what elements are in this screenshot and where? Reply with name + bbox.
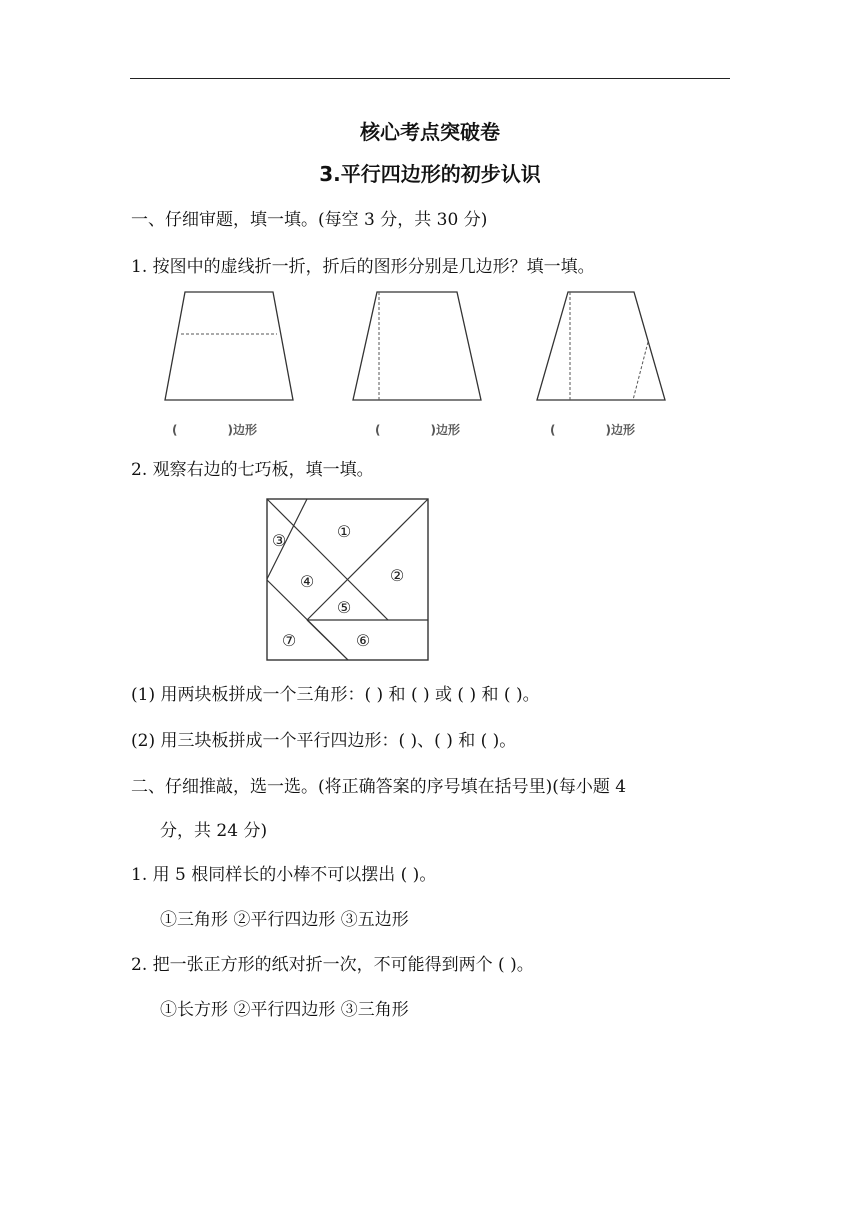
tangram-label-4: ④ (299, 572, 315, 591)
caption-close: )边形 (430, 423, 460, 437)
trapezoid-figure-2 (352, 292, 482, 402)
caption-open: ( (550, 423, 556, 437)
tangram-label-6: ⑥ (355, 631, 371, 650)
trapezoid-figure-1 (164, 292, 294, 402)
section2-heading-line2: 分，共 24 分) (160, 821, 268, 841)
tangram-label-5: ⑤ (336, 598, 352, 617)
s1-q2-text: 2. 观察右边的七巧板，填一填。 (131, 460, 374, 480)
figure-2-caption (375, 421, 460, 438)
s1-q2-sub2: (2) 用三块板拼成一个平行四边形：( )、( ) 和 ( )。 (131, 731, 517, 751)
tangram-label-3: ③ (271, 531, 287, 550)
trapezoid-figure-3 (536, 292, 666, 402)
s2-q2-options: ①长方形 ②平行四边形 ③三角形 (160, 1000, 409, 1020)
section2-heading-line1: 二、仔细推敲，选一选。(将正确答案的序号填在括号里)(每小题 4 (131, 777, 627, 797)
top-rule (130, 78, 730, 79)
figure-3-caption (550, 421, 635, 438)
tangram-label-2: ② (389, 566, 405, 585)
tangram-figure (266, 498, 429, 661)
tangram-label-1: ① (336, 522, 352, 541)
page-title: 核心考点突破卷 (360, 120, 500, 144)
s1-q2-sub1: (1) 用两块板拼成一个三角形：( ) 和 ( ) 或 ( ) 和 ( )。 (131, 685, 540, 705)
caption-open: ( (172, 423, 178, 437)
s2-q2-text: 2. 把一张正方形的纸对折一次，不可能得到两个 ( )。 (131, 955, 534, 975)
caption-open: ( (375, 423, 381, 437)
figure-1-caption (172, 421, 257, 438)
section1-heading: 一、仔细审题，填一填。(每空 3 分，共 30 分) (131, 210, 488, 230)
tangram-label-7: ⑦ (281, 631, 297, 650)
s2-q1-options: ①三角形 ②平行四边形 ③五边形 (160, 910, 409, 930)
page-subtitle: 3.平行四边形的初步认识 (319, 162, 541, 186)
s2-q1-text: 1. 用 5 根同样长的小棒不可以摆出 ( )。 (131, 865, 437, 885)
s1-q1-text: 1. 按图中的虚线折一折，折后的图形分别是几边形？填一填。 (131, 257, 595, 277)
caption-close: )边形 (227, 423, 257, 437)
caption-close: )边形 (605, 423, 635, 437)
